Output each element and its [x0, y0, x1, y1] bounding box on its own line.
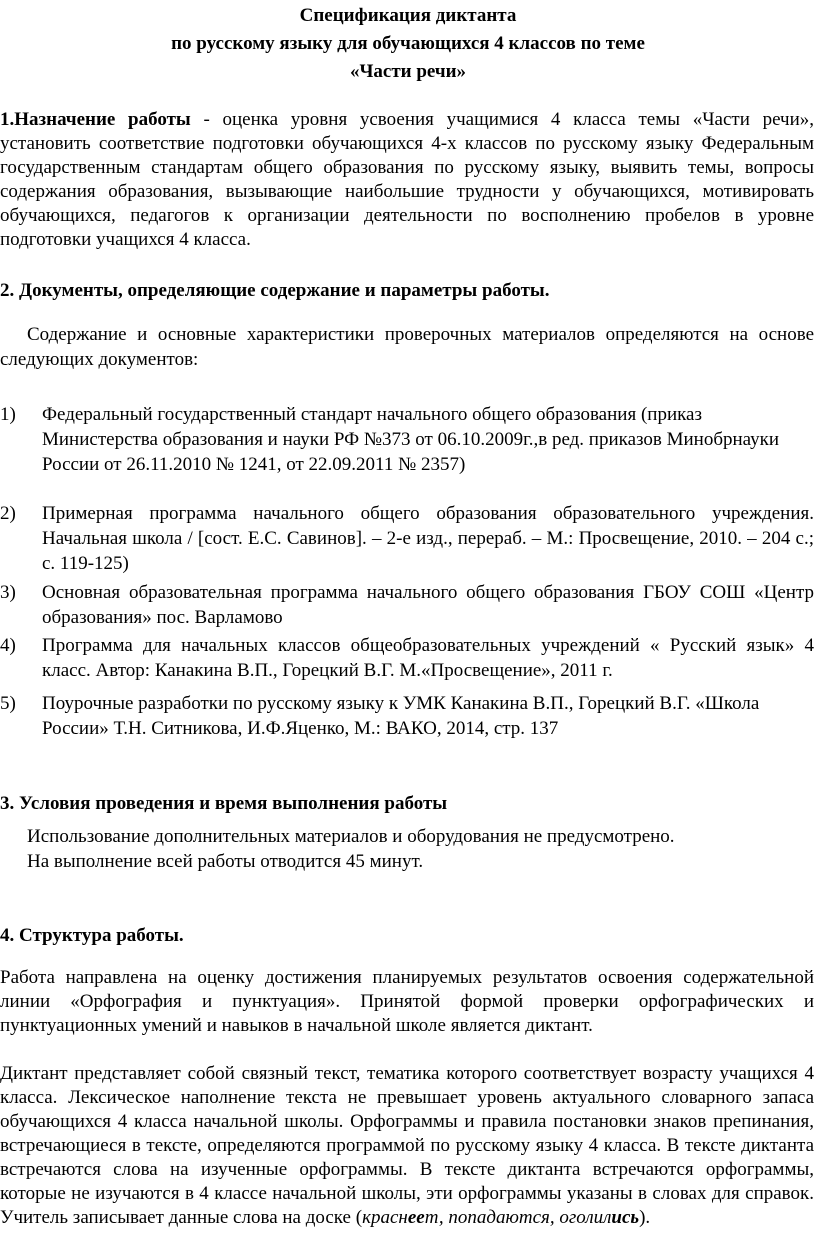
section-3-heading: 3. Условия проведения и время выполнения работы	[0, 793, 448, 814]
section-4-paragraph-2-end: ).	[639, 1207, 651, 1228]
list-item-number: 4)	[0, 635, 16, 656]
list-item-text: Примерная программа начального общего образования образовательного учреждения. Начальная школа / [сост. Е.С. Савинов]. – 2-е изд., перераб. – М.: Просвещение, 2010. – 204 с.; с. 119-125)	[42, 503, 814, 574]
section-3-line-1: Использование дополнительных материалов и оборудования не предусмотрено.	[27, 826, 675, 847]
title-line-2: по русскому языку для обучающихся 4 классов по теме	[171, 33, 645, 54]
title-line-3: «Части речи»	[349, 61, 467, 82]
list-item	[0, 633, 814, 683]
section-2-heading: 2. Документы, определяющие содержание и параметры работы.	[0, 280, 550, 301]
section-4-heading: 4. Структура работы.	[0, 925, 184, 946]
list-item-text: Поурочные разработки по русскому языку к УМК Канакина В.П., Горецкий В.Г. «Школа России» Т.Н. Ситникова, И.Ф.Яценко, М.: ВАКО, 2014, стр. 137	[42, 693, 760, 739]
list-item	[0, 402, 814, 477]
list-item	[0, 501, 814, 576]
section-1-text: - оценка уровня усвоения учащимися 4 класса темы «Части речи», установить соответствие подготовки обучающихся 4-х классов по русскому языку Федеральным государственным стандартам общего образования по русскому языку, выявить темы, вопросы содержания образования, вызывающие наибольшие трудности у обучающихся, мотивировать обучающихся, педагогов к организации деятельности по восполнению пробелов в уровне подготовки учащихся 4 класса.	[0, 109, 815, 250]
list-item-text: Программа для начальных классов общеобразовательных учреждений « Русский язык» 4 класс. Автор: Канакина В.П., Горецкий В.Г. М.«Просвещение», 2011 г.	[42, 635, 814, 681]
list-item-number: 3)	[0, 582, 16, 603]
list-item-text: Основная образовательная программа начального общего образования ГБОУ СОШ «Центр образования» пос. Варламово	[42, 582, 814, 628]
list-item	[0, 580, 814, 630]
list-item-number: 2)	[0, 503, 16, 524]
section-4-paragraph-2-text: Диктант представляет собой связный текст, тематика которого соответствует возрасту учащихся 4 класса. Лексическое наполнение текста не превышает уровень актуального словарного запаса обучающихся 4 класса начальной школы. Орфограммы и правила постановки знаков препинания, встречающиеся в тексте, определяются программой по русскому языку 4 класса. В тексте диктанта встречаются слова на изученные орфограммы. В тексте диктанта встречаются орфограммы, которые не изучаются в 4 классе начальной школы, эти орфограммы указаны в словах для справок. Учитель записывает данные слова на доске (	[0, 1063, 814, 1228]
example-words: краснеет, попадаются, оголились	[362, 1207, 640, 1228]
list-item	[0, 691, 814, 741]
section-1-paragraph	[0, 108, 814, 252]
section-1-heading: 1.Назначение работы	[0, 109, 191, 130]
list-item-number: 5)	[0, 693, 16, 714]
section-2-intro: Содержание и основные характеристики проверочных материалов определяются на основе следующих документов:	[0, 324, 814, 370]
section-4-paragraph-1: Работа направлена на оценку достижения планируемых результатов освоения содержательной линии «Орфография и пунктуация». Принятой формой проверки орфографических и пунктуационных умений и навыков в начальной школе является диктант.	[0, 967, 814, 1036]
section-3-line-2: На выполнение всей работы отводится 45 минут.	[27, 851, 424, 872]
section-4-paragraph-2	[0, 1062, 814, 1230]
title-line-1: Спецификация диктанта	[299, 5, 517, 26]
list-item-number: 1)	[0, 404, 16, 425]
list-item-text: Федеральный государственный стандарт начального общего образования (приказ Министерства образования и науки РФ №373 от 06.10.2009г.,в ред. приказов Минобрнауки России от 26.11.2010 № 1241, от 22.09.2011 № 2357)	[42, 404, 780, 475]
